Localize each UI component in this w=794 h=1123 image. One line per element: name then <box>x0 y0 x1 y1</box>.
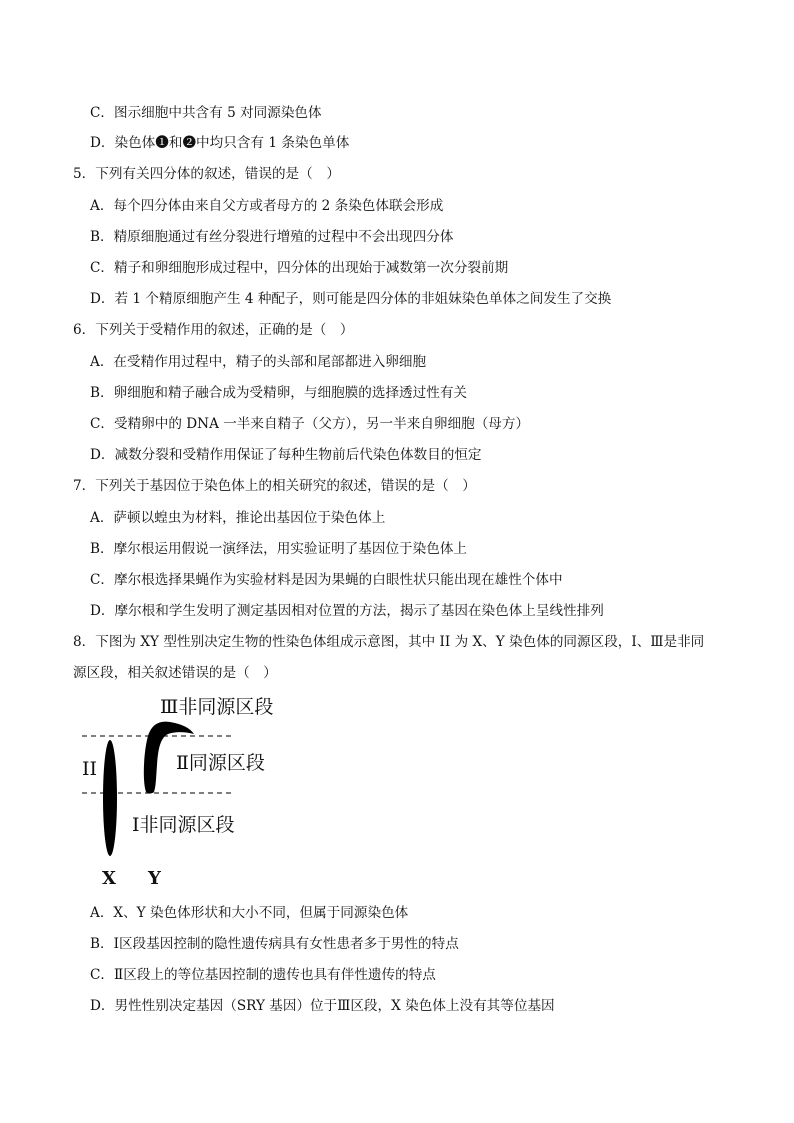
question-7-option-a: A．萨顿以蝗虫为材料，推论出基因位于染色体上 <box>90 510 386 526</box>
question-7-option-b: B．摩尔根运用假说一演绎法，用实验证明了基因位于染色体上 <box>90 541 468 557</box>
question-6-option-d: D．减数分裂和受精作用保证了每种生物前后代染色体数目的恒定 <box>90 447 482 463</box>
question-6: 6．下列关于受精作用的叙述，正确的是（ ） <box>73 322 354 338</box>
label-y-chromosome: Y <box>148 868 161 889</box>
question-6-option-b: B．卵细胞和精子融合成为受精卵，与细胞膜的选择透过性有关 <box>90 385 468 401</box>
text-line-d-option: D．染色体❶和❷中均只含有 1 条染色单体 <box>90 135 350 151</box>
question-7-option-c: C．摩尔根选择果蝇作为实验材料是因为果蝇的白眼性状只能出现在雄性个体中 <box>90 572 563 588</box>
question-5-option-b: B．精原细胞通过有丝分裂进行增殖的过程中不会出现四分体 <box>90 229 454 245</box>
question-8-option-d: D．男性性别决定基因（SRY 基因）位于Ⅲ区段，X 染色体上没有其等位基因 <box>90 998 555 1014</box>
question-7: 7．下列关于基因位于染色体上的相关研究的叙述，错误的是（ ） <box>73 478 476 494</box>
question-7-option-d: D．摩尔根和学生发明了测定基因相对位置的方法，揭示了基因在染色体上呈线性排列 <box>90 603 604 619</box>
question-8-continued: 源区段，相关叙述错误的是（ ） <box>73 665 277 681</box>
question-5: 5．下列有关四分体的叙述，错误的是（ ） <box>73 166 340 182</box>
label-segment-ii: Ⅱ同源区段 <box>176 752 265 774</box>
text-line-c-option: C．图示细胞中共含有 5 对同源染色体 <box>90 105 322 121</box>
label-segment-ii-left: II <box>82 758 98 780</box>
question-8: 8．下图为 XY 型性别决定生物的性染色体组成示意图，其中 II 为 X、Y 染色体的同源区段，Ⅰ、Ⅲ是非同 <box>73 634 705 650</box>
question-6-option-a: A．在受精作用过程中，精子的头部和尾部都进入卵细胞 <box>90 354 427 370</box>
label-segment-i: Ⅰ非同源区段 <box>132 814 235 836</box>
label-segment-iii: Ⅲ非同源区段 <box>160 696 274 718</box>
x-chromosome <box>103 740 117 856</box>
label-x-chromosome: X <box>102 868 116 889</box>
question-8-option-c: C．Ⅱ区段上的等位基因控制的遗传也具有伴性遗传的特点 <box>90 967 436 983</box>
question-8-option-b: B．Ⅰ区段基因控制的隐性遗传病具有女性患者多于男性的特点 <box>90 936 459 952</box>
question-5-option-c: C．精子和卵细胞形成过程中，四分体的出现始于减数第一次分裂前期 <box>90 260 509 276</box>
sex-chromosome-diagram <box>72 690 372 900</box>
question-5-option-d: D．若 1 个精原细胞产生 4 种配子，则可能是四分体的非姐妹染色单体之间发生了交换 <box>90 291 612 307</box>
question-5-option-a: A．每个四分体由来自父方或者母方的 2 条染色体联会形成 <box>90 198 444 214</box>
question-8-option-a: A．X、Y 染色体形状和大小不同，但属于同源染色体 <box>90 905 409 921</box>
question-6-option-c: C．受精卵中的 DNA 一半来自精子（父方），另一半来自卵细胞（母方） <box>90 416 530 432</box>
chromosome-drawing <box>72 690 372 900</box>
